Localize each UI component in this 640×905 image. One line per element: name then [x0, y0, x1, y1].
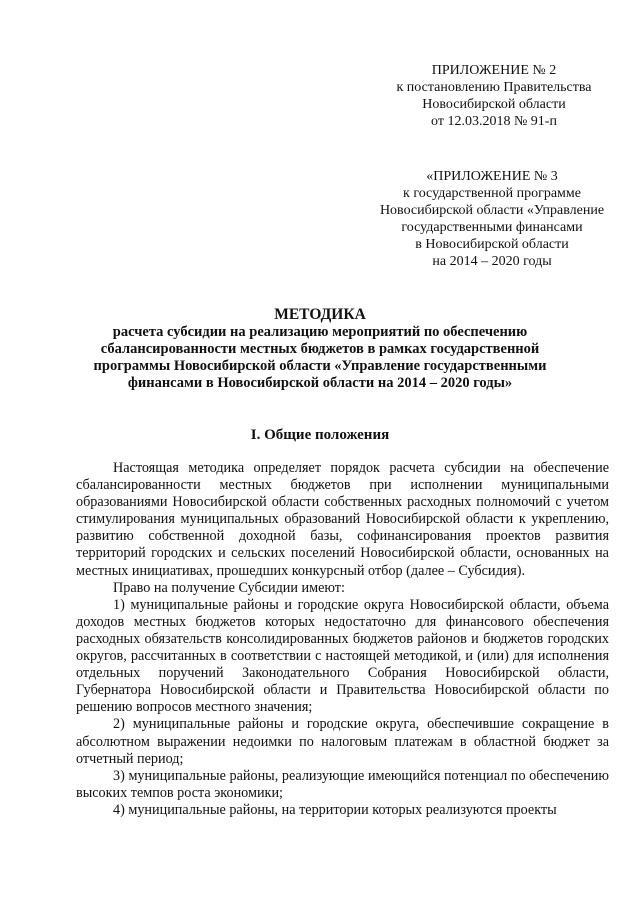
annex-line: Новосибирской области «Управление — [379, 203, 605, 218]
document-title — [70, 306, 570, 392]
section-heading: I. Общие положения — [250, 427, 390, 443]
paragraph: 1) муниципальные районы и городские округа Новосибирской области, объема доходов местных бюджетов которых недостаточно для финансового обеспечения расходных обязательств консолидированных бюджетов районов и бюджетов городских округов, рассчитанных в соответствии с настоящей методикой, и (или) для исполнения отдельных поручений Законодательного Собрания Новосибирской области, Губернатора Новосибирской области и Правительства Новосибирской области по решению вопросов местного значения; — [76, 596, 609, 716]
annex-3-header — [356, 168, 628, 270]
paragraph: 4) муниципальные районы, на территории которых реализуются проекты — [113, 801, 557, 818]
annex-line: «ПРИЛОЖЕНИЕ № 3 — [426, 169, 558, 184]
annex-2-header — [376, 62, 612, 130]
annex-line: от 12.03.2018 № 91-п — [431, 114, 557, 129]
paragraph: Настоящая методика определяет порядок расчета субсидии на обеспечение сбалансированности местных бюджетов при исполнении муниципальными образованиями Новосибирской области собственных расходных полномочий с учетом стимулирования муниципальных образований Новосибирской области к укреплению, развитию собственной доходной базы, софинансирования проектов развития территорий городских и сельских поселений Новосибирской области, основанных на местных инициативах, прошедших конкурсный отбор (далее – Субсидия). — [76, 460, 609, 579]
annex-line: государственными финансами — [401, 220, 583, 235]
annex-line: в Новосибирской области — [415, 237, 569, 252]
title-line: финансами в Новосибирской области на 2014 – 2020 годы» — [127, 375, 513, 391]
title-line: сбалансированности местных бюджетов в рамках государственной — [100, 341, 540, 357]
paragraph: 2) муниципальные районы и городские округа, обеспечившие сокращение в абсолютном выражении недоимки по налоговым платежам в областной бюджет за отчетный период; — [76, 716, 609, 767]
annex-line: ПРИЛОЖЕНИЕ № 2 — [431, 63, 557, 78]
title-line: программы Новосибирской области «Управление государственными — [93, 358, 547, 374]
body-text — [76, 460, 609, 819]
title-line: расчета субсидии на реализацию мероприятий по обеспечению — [112, 324, 528, 340]
paragraph: Право на получение Субсидии имеют: — [113, 579, 345, 596]
annex-line: к государственной программе — [403, 186, 581, 201]
annex-line: Новосибирской области — [422, 97, 566, 112]
title-heading: МЕТОДИКА — [274, 306, 366, 323]
paragraph: 3) муниципальные районы, реализующие имеющийся потенциал по обеспечению высоких темпов роста экономики; — [76, 767, 609, 801]
annex-line: на 2014 – 2020 годы — [432, 254, 552, 269]
annex-line: к постановлению Правительства — [396, 80, 592, 95]
